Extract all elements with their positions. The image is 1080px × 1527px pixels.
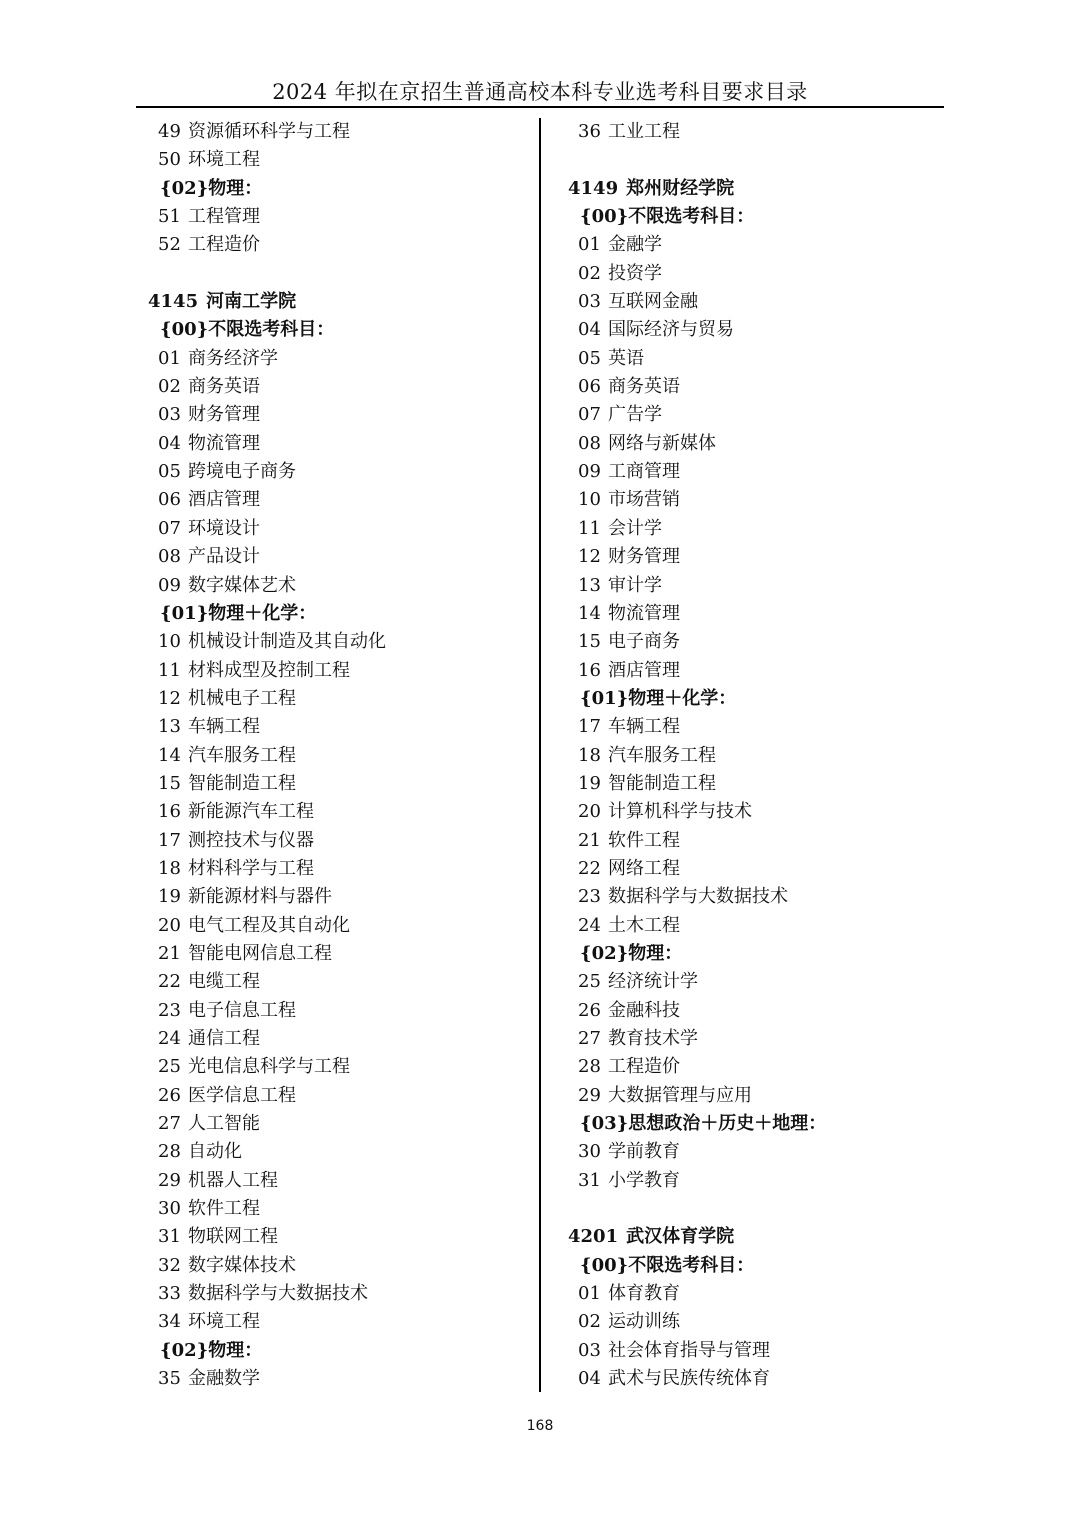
major-item xyxy=(568,798,948,826)
school-code: 4149 xyxy=(568,177,619,199)
major-item xyxy=(568,458,948,486)
major-name: 机器人工程 xyxy=(188,1169,278,1191)
major-name: 投资学 xyxy=(608,262,662,284)
subject-requirement-heading: {00}不限选考科目： xyxy=(580,1254,755,1276)
major-number: 15 xyxy=(158,772,181,794)
major-name: 计算机科学与技术 xyxy=(608,801,752,823)
major-number: 29 xyxy=(578,1084,601,1106)
major-number: 30 xyxy=(578,1141,601,1163)
major-number: 08 xyxy=(578,432,601,454)
page-title: 2024 年拟在京招生普通高校本科专业选考科目要求目录 xyxy=(272,80,808,104)
major-name: 金融科技 xyxy=(608,999,680,1021)
school-heading xyxy=(148,288,528,316)
major-item xyxy=(568,1280,948,1308)
major-number: 28 xyxy=(158,1141,181,1163)
major-name: 汽车服务工程 xyxy=(608,744,716,766)
major-item xyxy=(568,1082,948,1110)
major-item xyxy=(568,1308,948,1336)
major-number: 31 xyxy=(578,1169,601,1191)
major-item xyxy=(148,770,528,798)
subject-requirement-heading: {01}物理＋化学： xyxy=(580,687,737,709)
major-name: 运动训练 xyxy=(608,1311,680,1333)
school-code: 4201 xyxy=(568,1226,619,1248)
major-item xyxy=(148,515,528,543)
major-item xyxy=(148,1053,528,1081)
major-name: 数字媒体技术 xyxy=(188,1254,296,1276)
major-item xyxy=(568,1025,948,1053)
major-name: 机械设计制造及其自动化 xyxy=(188,631,386,653)
major-name: 英语 xyxy=(608,347,644,369)
major-item xyxy=(568,1053,948,1081)
major-number: 25 xyxy=(578,971,601,993)
major-item xyxy=(568,742,948,770)
major-number: 03 xyxy=(578,1339,601,1361)
major-name: 智能电网信息工程 xyxy=(188,942,332,964)
major-number: 19 xyxy=(158,886,181,908)
major-number: 09 xyxy=(578,461,601,483)
major-item xyxy=(568,401,948,429)
major-name: 电缆工程 xyxy=(188,971,260,993)
major-name: 物流管理 xyxy=(608,602,680,624)
major-item xyxy=(148,1252,528,1280)
major-item xyxy=(568,1138,948,1166)
left-column xyxy=(148,118,528,1393)
major-name: 学前教育 xyxy=(608,1141,680,1163)
major-item xyxy=(568,968,948,996)
major-number: 18 xyxy=(158,857,181,879)
major-item xyxy=(568,231,948,259)
major-item xyxy=(148,1308,528,1336)
major-name: 广告学 xyxy=(608,404,662,426)
major-number: 11 xyxy=(578,517,601,539)
major-name: 大数据管理与应用 xyxy=(608,1084,752,1106)
major-item xyxy=(148,628,528,656)
major-item xyxy=(568,316,948,344)
major-name: 网络与新媒体 xyxy=(608,432,716,454)
major-number: 07 xyxy=(578,404,601,426)
major-number: 23 xyxy=(578,886,601,908)
major-number: 50 xyxy=(158,149,181,171)
major-name: 智能制造工程 xyxy=(608,772,716,794)
major-number: 49 xyxy=(158,121,181,142)
major-item xyxy=(148,1167,528,1195)
major-number: 02 xyxy=(158,376,181,398)
major-item xyxy=(148,1025,528,1053)
major-name: 小学教育 xyxy=(608,1169,680,1191)
major-name: 环境工程 xyxy=(188,149,260,171)
major-name: 财务管理 xyxy=(188,404,260,426)
major-name: 武术与民族传统体育 xyxy=(608,1368,770,1390)
major-number: 52 xyxy=(158,234,181,256)
major-name: 会计学 xyxy=(608,517,662,539)
major-name: 物流管理 xyxy=(188,432,260,454)
major-item xyxy=(568,1337,948,1365)
major-number: 20 xyxy=(578,801,601,823)
school-heading xyxy=(568,1223,948,1251)
blank-line xyxy=(568,146,948,174)
major-item xyxy=(148,713,528,741)
major-number: 19 xyxy=(578,772,601,794)
major-item xyxy=(568,288,948,316)
major-item xyxy=(148,203,528,231)
subject-requirement-heading: {02}物理： xyxy=(160,177,263,199)
major-item xyxy=(148,968,528,996)
major-number: 01 xyxy=(578,1283,601,1305)
major-number: 24 xyxy=(158,1028,181,1049)
major-name: 环境工程 xyxy=(188,1311,260,1333)
major-number: 14 xyxy=(158,744,181,766)
major-number: 32 xyxy=(158,1254,181,1276)
major-number: 36 xyxy=(578,121,601,142)
major-number: 06 xyxy=(578,376,601,398)
major-item xyxy=(568,345,948,373)
major-name: 机械电子工程 xyxy=(188,687,296,709)
major-item xyxy=(148,1082,528,1110)
major-item xyxy=(568,260,948,288)
major-name: 光电信息科学与工程 xyxy=(188,1056,350,1078)
major-name: 工程造价 xyxy=(188,234,260,256)
major-item xyxy=(148,997,528,1025)
major-number: 34 xyxy=(158,1311,181,1333)
major-number: 27 xyxy=(578,1028,601,1049)
major-number: 33 xyxy=(158,1283,181,1305)
major-item xyxy=(568,1365,948,1393)
major-item xyxy=(148,1365,528,1393)
major-number: 20 xyxy=(158,914,181,936)
subject-requirement-heading: {01}物理＋化学： xyxy=(160,602,317,624)
right-column xyxy=(568,118,948,1393)
major-item xyxy=(568,486,948,514)
major-item xyxy=(148,855,528,883)
major-name: 土木工程 xyxy=(608,914,680,936)
major-item xyxy=(568,657,948,685)
school-name: 武汉体育学院 xyxy=(626,1226,735,1248)
major-item xyxy=(148,118,528,146)
major-item xyxy=(568,430,948,458)
major-name: 金融学 xyxy=(608,234,662,256)
major-number: 29 xyxy=(158,1169,181,1191)
major-name: 汽车服务工程 xyxy=(188,744,296,766)
blank-line xyxy=(568,1195,948,1223)
major-number: 23 xyxy=(158,999,181,1021)
major-name: 商务经济学 xyxy=(188,347,278,369)
major-number: 01 xyxy=(578,234,601,256)
major-number: 30 xyxy=(158,1198,181,1220)
column-divider xyxy=(539,118,541,1392)
major-name: 网络工程 xyxy=(608,857,680,879)
major-item xyxy=(148,883,528,911)
major-number: 16 xyxy=(578,659,601,681)
major-item xyxy=(568,600,948,628)
major-name: 环境设计 xyxy=(188,517,260,539)
major-item xyxy=(148,231,528,259)
major-name: 新能源汽车工程 xyxy=(188,801,314,823)
major-name: 医学信息工程 xyxy=(188,1084,296,1106)
major-name: 软件工程 xyxy=(608,829,680,851)
major-name: 数字媒体艺术 xyxy=(188,574,296,596)
major-number: 31 xyxy=(158,1226,181,1248)
major-number: 51 xyxy=(158,206,181,228)
major-name: 财务管理 xyxy=(608,546,680,568)
major-item xyxy=(568,770,948,798)
major-number: 04 xyxy=(158,432,181,454)
major-item xyxy=(568,118,948,146)
major-number: 16 xyxy=(158,801,181,823)
major-name: 酒店管理 xyxy=(608,659,680,681)
major-number: 35 xyxy=(158,1368,181,1390)
major-item xyxy=(148,798,528,826)
major-item xyxy=(148,458,528,486)
major-number: 25 xyxy=(158,1056,181,1078)
major-number: 09 xyxy=(158,574,181,596)
major-number: 12 xyxy=(158,687,181,709)
major-name: 电子信息工程 xyxy=(188,999,296,1021)
major-name: 物联网工程 xyxy=(188,1226,278,1248)
major-number: 03 xyxy=(158,404,181,426)
major-name: 材料成型及控制工程 xyxy=(188,659,350,681)
major-name: 产品设计 xyxy=(188,546,260,568)
major-number: 17 xyxy=(158,829,181,851)
major-name: 测控技术与仪器 xyxy=(188,829,314,851)
major-number: 12 xyxy=(578,546,601,568)
major-number: 03 xyxy=(578,291,601,313)
major-number: 07 xyxy=(158,517,181,539)
major-number: 05 xyxy=(158,461,181,483)
major-item xyxy=(568,997,948,1025)
subject-requirement-heading: {02}物理： xyxy=(160,1339,263,1361)
major-item xyxy=(568,855,948,883)
major-item xyxy=(568,713,948,741)
major-item xyxy=(568,827,948,855)
major-name: 社会体育指导与管理 xyxy=(608,1339,770,1361)
major-number: 24 xyxy=(578,914,601,936)
major-item xyxy=(148,572,528,600)
major-item xyxy=(568,543,948,571)
school-name: 郑州财经学院 xyxy=(626,177,735,199)
major-item xyxy=(568,515,948,543)
major-number: 14 xyxy=(578,602,601,624)
subject-requirement-heading: {00}不限选考科目： xyxy=(160,319,335,341)
major-name: 电气工程及其自动化 xyxy=(188,914,350,936)
major-name: 工商管理 xyxy=(608,461,680,483)
major-number: 10 xyxy=(578,489,601,511)
major-item xyxy=(568,912,948,940)
major-name: 工程管理 xyxy=(188,206,260,228)
major-name: 商务英语 xyxy=(608,376,680,398)
header-rule xyxy=(136,106,944,108)
major-item xyxy=(148,401,528,429)
major-name: 工程造价 xyxy=(608,1056,680,1078)
major-item xyxy=(148,1110,528,1138)
major-number: 22 xyxy=(578,857,601,879)
major-item xyxy=(148,742,528,770)
major-item xyxy=(148,657,528,685)
major-number: 06 xyxy=(158,489,181,511)
major-number: 26 xyxy=(158,1084,181,1106)
major-number: 18 xyxy=(578,744,601,766)
major-number: 08 xyxy=(158,546,181,568)
major-item xyxy=(148,373,528,401)
major-item xyxy=(148,685,528,713)
major-item xyxy=(148,1138,528,1166)
major-name: 数据科学与大数据技术 xyxy=(188,1283,368,1305)
major-name: 软件工程 xyxy=(188,1198,260,1220)
school-name: 河南工学院 xyxy=(206,291,297,313)
major-number: 13 xyxy=(158,716,181,738)
major-item xyxy=(148,1195,528,1223)
school-heading xyxy=(568,175,948,203)
major-number: 02 xyxy=(578,262,601,284)
major-item xyxy=(568,572,948,600)
major-number: 01 xyxy=(158,347,181,369)
major-name: 国际经济与贸易 xyxy=(608,319,734,341)
major-number: 26 xyxy=(578,999,601,1021)
major-item xyxy=(148,345,528,373)
major-name: 资源循环科学与工程 xyxy=(188,121,350,142)
major-number: 11 xyxy=(158,659,181,681)
major-number: 02 xyxy=(578,1311,601,1333)
major-name: 数据科学与大数据技术 xyxy=(608,886,788,908)
major-name: 电子商务 xyxy=(608,631,680,653)
major-item xyxy=(148,1223,528,1251)
major-name: 自动化 xyxy=(188,1141,242,1163)
major-item xyxy=(568,883,948,911)
major-name: 酒店管理 xyxy=(188,489,260,511)
major-number: 21 xyxy=(578,829,601,851)
major-number: 13 xyxy=(578,574,601,596)
major-item xyxy=(148,486,528,514)
major-number: 05 xyxy=(578,347,601,369)
major-name: 商务英语 xyxy=(188,376,260,398)
subject-requirement-heading: {03}思想政治＋历史＋地理： xyxy=(580,1113,827,1135)
blank-line xyxy=(148,260,528,288)
major-name: 教育技术学 xyxy=(608,1028,698,1049)
major-item xyxy=(568,628,948,656)
major-name: 新能源材料与器件 xyxy=(188,886,332,908)
major-item xyxy=(148,146,528,174)
major-number: 04 xyxy=(578,1368,601,1390)
major-number: 28 xyxy=(578,1056,601,1078)
major-name: 工业工程 xyxy=(608,121,680,142)
major-name: 通信工程 xyxy=(188,1028,260,1049)
major-item xyxy=(148,1280,528,1308)
major-name: 车辆工程 xyxy=(608,716,680,738)
major-name: 人工智能 xyxy=(188,1113,260,1135)
major-number: 10 xyxy=(158,631,181,653)
major-item xyxy=(148,827,528,855)
school-code: 4145 xyxy=(148,291,199,313)
subject-requirement-heading: {02}物理： xyxy=(580,942,683,964)
major-name: 跨境电子商务 xyxy=(188,461,296,483)
major-number: 21 xyxy=(158,942,181,964)
major-number: 04 xyxy=(578,319,601,341)
major-item xyxy=(148,543,528,571)
subject-requirement-heading: {00}不限选考科目： xyxy=(580,206,755,228)
major-number: 15 xyxy=(578,631,601,653)
major-number: 22 xyxy=(158,971,181,993)
major-name: 材料科学与工程 xyxy=(188,857,314,879)
major-item xyxy=(148,912,528,940)
major-number: 27 xyxy=(158,1113,181,1135)
major-item xyxy=(148,940,528,968)
major-item xyxy=(568,1167,948,1195)
major-name: 智能制造工程 xyxy=(188,772,296,794)
major-name: 车辆工程 xyxy=(188,716,260,738)
major-item xyxy=(568,373,948,401)
page-number: 168 xyxy=(526,1418,554,1434)
major-name: 互联网金融 xyxy=(608,291,698,313)
major-number: 17 xyxy=(578,716,601,738)
major-item xyxy=(148,430,528,458)
major-name: 体育教育 xyxy=(608,1283,680,1305)
major-name: 审计学 xyxy=(608,574,662,596)
major-name: 金融数学 xyxy=(188,1368,260,1390)
major-name: 经济统计学 xyxy=(608,971,698,993)
major-name: 市场营销 xyxy=(608,489,680,511)
